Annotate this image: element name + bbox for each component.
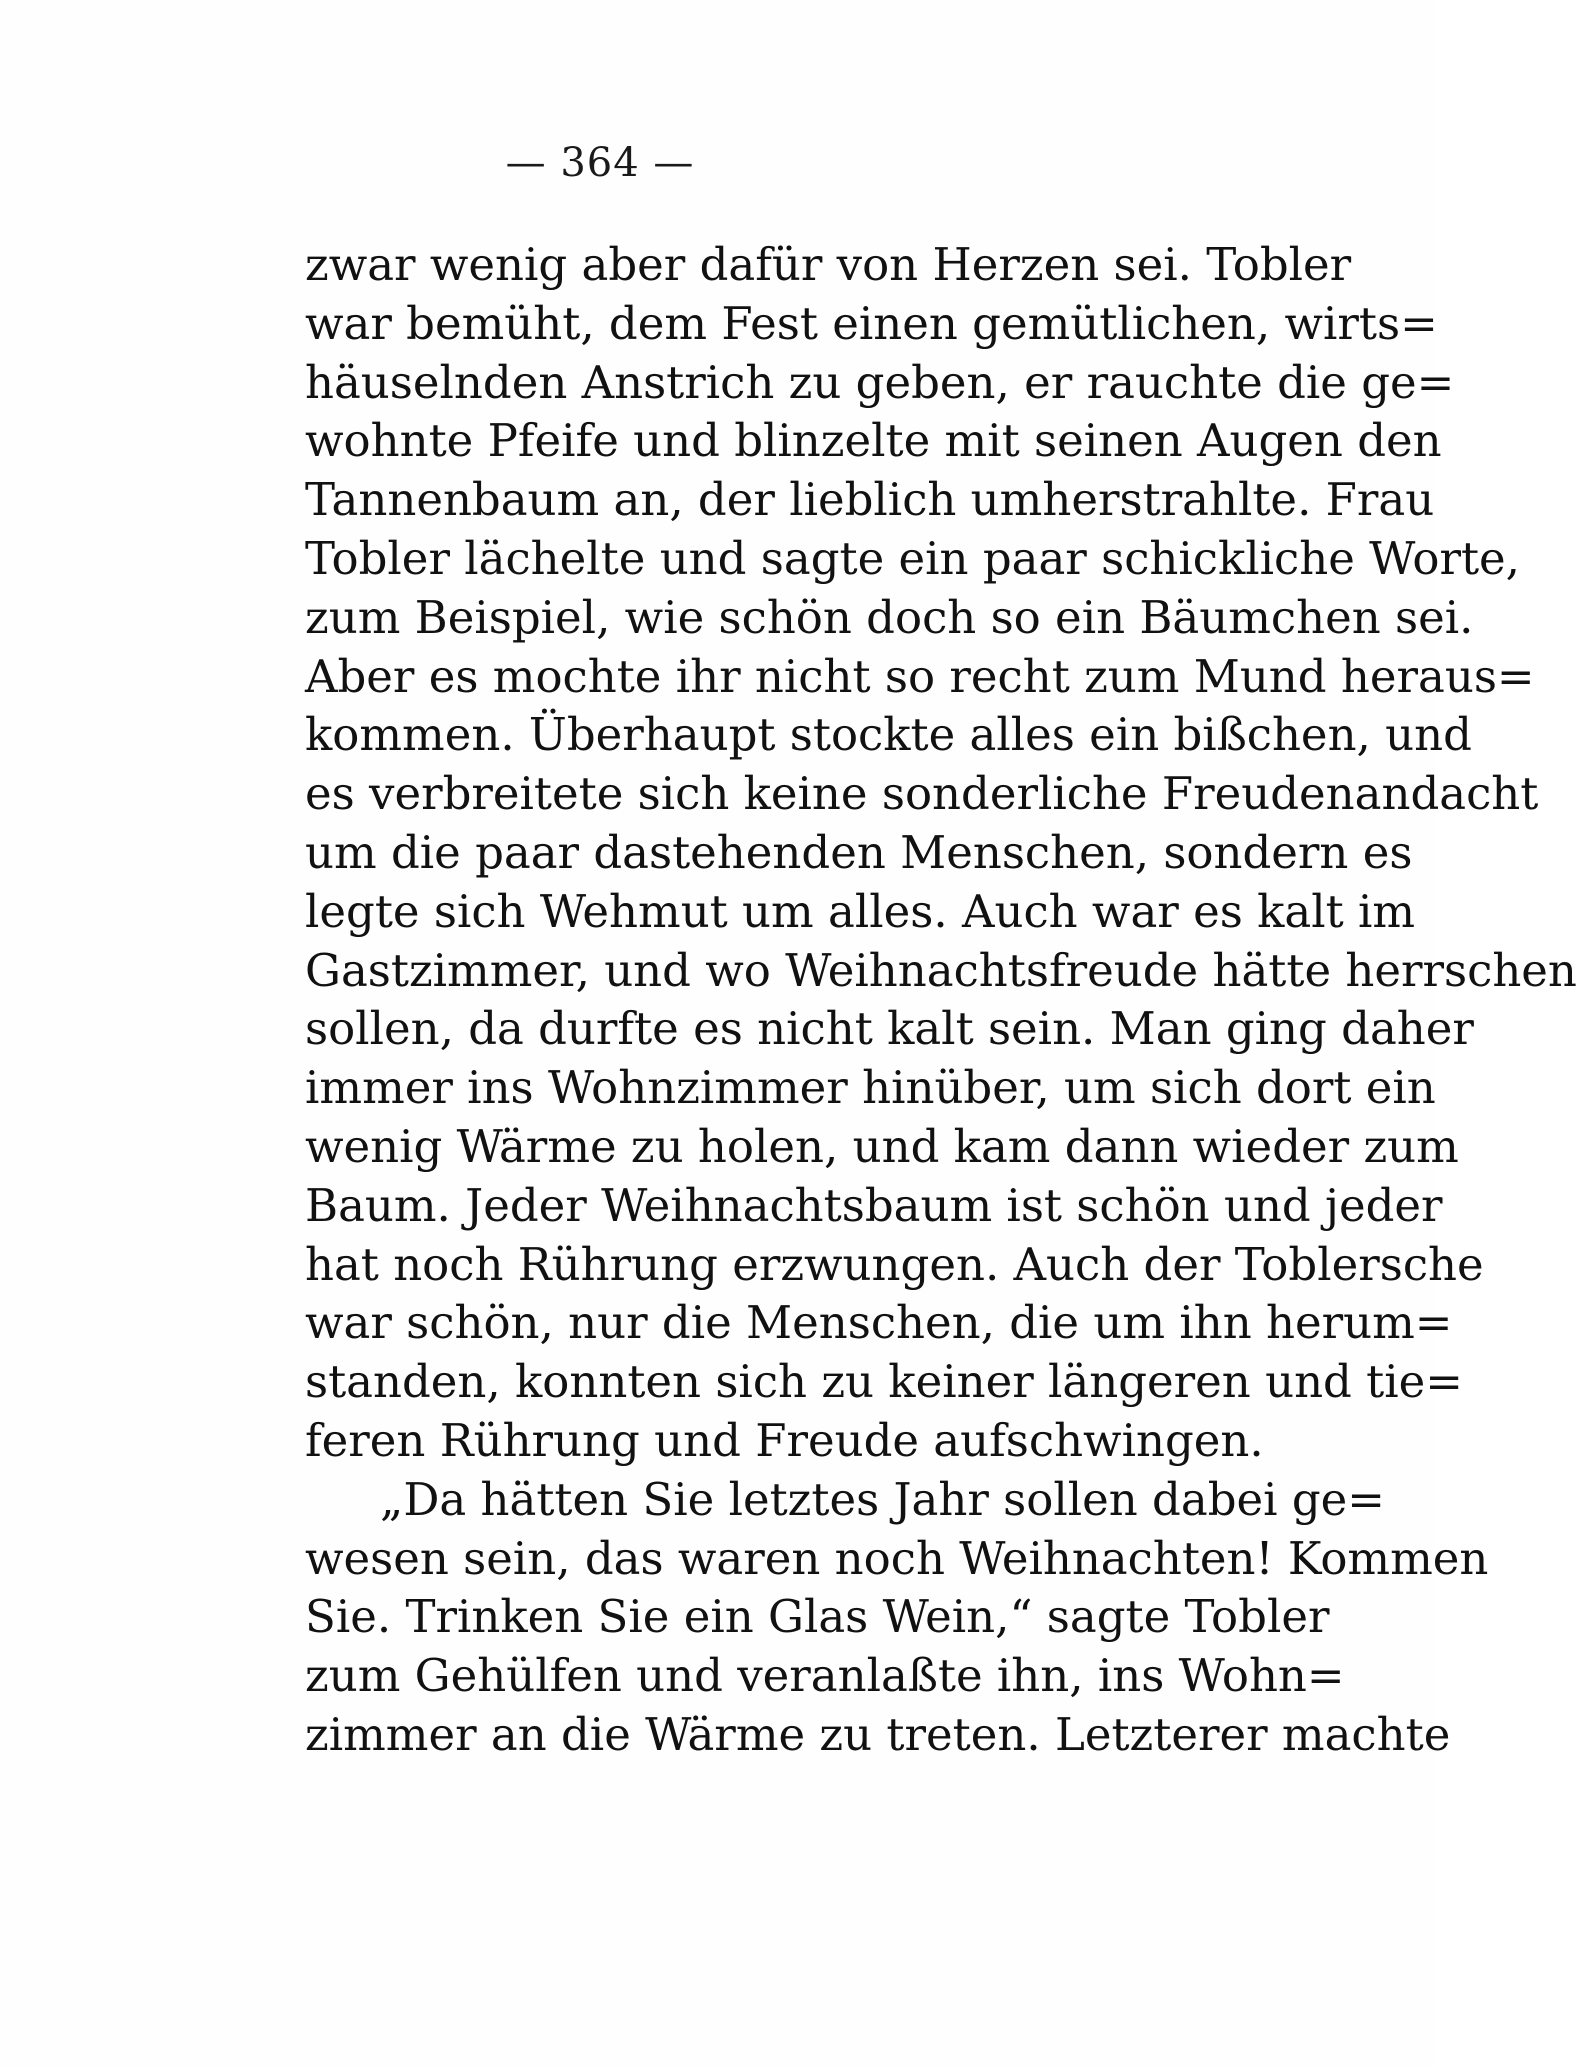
text-line: Tannenbaum an, der lieblich umherstrahlte. Frau <box>305 473 1435 527</box>
text-line: zimmer an die Wärme zu treten. Letzterer machte <box>305 1707 1451 1761</box>
paragraph-start-line: „Da hätten Sie letztes Jahr sollen dabei ge= <box>380 1472 1385 1526</box>
text-line: wohnte Pfeife und blinzelte mit seinen Augen den <box>305 414 1442 468</box>
text-line: standen, konnten sich zu keiner längeren und tie= <box>305 1355 1463 1409</box>
text-line: zum Beispiel, wie schön doch so ein Bäumchen sei. <box>305 590 1474 644</box>
page-number: — 364 — <box>505 140 695 186</box>
text-line: legte sich Wehmut um alles. Auch war es kalt im <box>305 884 1416 938</box>
text-line: wesen sein, das waren noch Weihnachten! Kommen <box>305 1531 1489 1585</box>
text-line: zwar wenig aber dafür von Herzen sei. Tobler <box>305 238 1352 291</box>
body-text <box>305 236 1577 1765</box>
text-line: häuselnden Anstrich zu geben, er rauchte die ge= <box>305 355 1455 409</box>
text-line: war bemüht, dem Fest einen gemütlichen, wirts= <box>305 296 1438 350</box>
text-line: hat noch Rührung erzwungen. Auch der Toblersche <box>305 1237 1484 1291</box>
text-line: sollen, da durfte es nicht kalt sein. Man ging daher <box>305 1002 1474 1056</box>
text-line: Sie. Trinken Sie ein Glas Wein,“ sagte Tobler <box>305 1590 1330 1644</box>
text-line: kommen. Überhaupt stockte alles ein bißchen, und <box>305 708 1472 762</box>
text-line: um die paar dastehenden Menschen, sondern es <box>305 825 1413 879</box>
text-line: war schön, nur die Menschen, die um ihn herum= <box>305 1296 1453 1350</box>
text-line: Gastzimmer, und wo Weihnachtsfreude hätte herrschen <box>305 943 1577 997</box>
text-line: es verbreitete sich keine sonderliche Freudenandacht <box>305 767 1539 821</box>
text-line: wenig Wärme zu holen, und kam dann wieder zum <box>305 1119 1459 1173</box>
text-line: Baum. Jeder Weihnachtsbaum ist schön und jeder <box>305 1178 1443 1232</box>
text-line: Tobler lächelte und sagte ein paar schickliche Worte, <box>305 531 1520 585</box>
text-line: Aber es mochte ihr nicht so recht zum Mund heraus= <box>305 649 1535 703</box>
paragraph-end-line: feren Rührung und Freude aufschwingen. <box>305 1413 1264 1467</box>
text-line: immer ins Wohnzimmer hinüber, um sich dort ein <box>305 1061 1436 1115</box>
text-line: zum Gehülfen und veranlaßte ihn, ins Wohn= <box>305 1649 1345 1703</box>
